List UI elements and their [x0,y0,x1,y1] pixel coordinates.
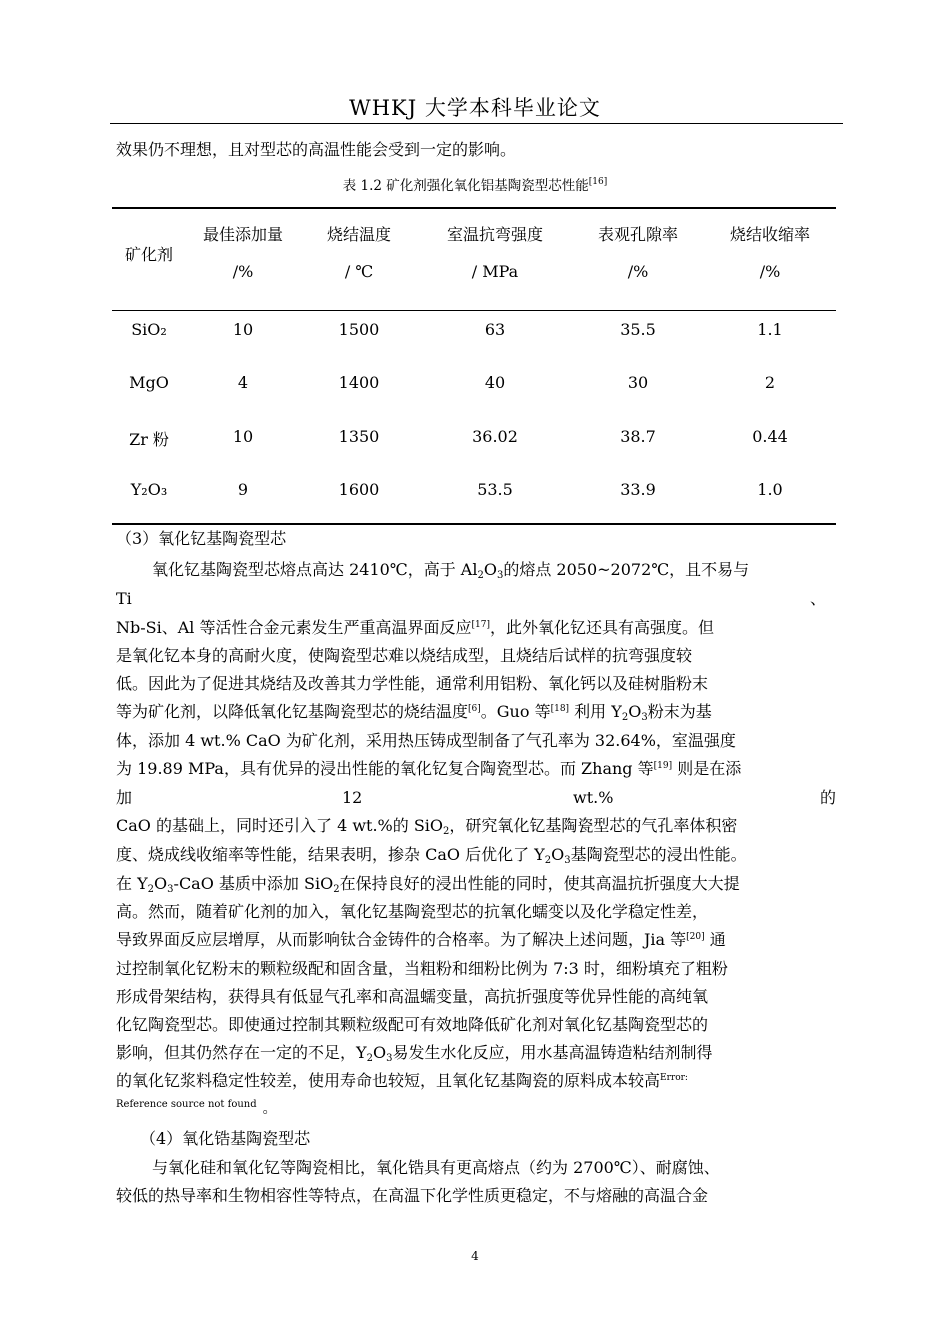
paragraph-line: Ti 、 [116,589,826,608]
table-cell: 30 [627,373,649,392]
header-rule [110,123,843,124]
paragraph-line: 导致界面反应层增厚，从而影响钛合金铸件的合格率。为了解决上述问题，Jia 等[20] 通 [116,930,726,949]
paragraph-line: 与氧化硅和氧化钇等陶瓷相比，氧化锆具有更高熔点（约为 2700℃）、耐腐蚀、 [152,1158,720,1177]
page-number: 4 [471,1249,479,1263]
table-cell: 38.7 [620,427,656,446]
table-cell: 40 [484,373,506,392]
paragraph-line: 是氧化钇本身的高耐火度，使陶瓷型芯难以烧结成型，且烧结后试样的抗弯强度较 [116,646,693,665]
table-cell: 63 [484,320,506,339]
paragraph-line: 过控制氧化钇粉末的颗粒级配和固含量，当粗粉和细粉比例为 7:3 时，细粉填充了粗粉 [116,959,728,978]
header-shrinkage-unit: /% [759,262,781,281]
broken-reference-text: Reference source not found 。 [116,1099,277,1117]
section-4-heading: （4）氧化锆基陶瓷型芯 [140,1129,311,1148]
table-header-rule [112,310,836,311]
caption-ref: [16] [588,177,608,187]
table-cell: 1400 [338,373,380,392]
table-cell: 10 [232,320,254,339]
page-header-title: WHKJ 大学本科毕业论文 [349,96,601,120]
table-cell: 1.1 [757,320,783,339]
document-page: WHKJ 大学本科毕业论文 效果仍不理想，且对型芯的高温性能会受到一定的影响。 表 1.2 矿化剂强化氧化铝基陶瓷型芯性能[16] 矿化剂 最佳添加量 /% 烧结温度 / ℃ 室温抗弯强度 / MPa 表观孔隙率 /% 烧结收缩率 /% SiO₂ 10 1500 63 35.5 1.1 MgO 4 1400 40 30 2 Zr 粉 10 1350 36.02 38.7 0.44 Y₂O₃ 9 1600 53.5 33.9 1.0 （3）氧化钇基陶瓷型芯 氧化钇基陶瓷型芯熔点高达 2410℃，高于 $Al_2O_3$的熔点 2050~2072℃，且不易与 Ti 、 Nb-Si、Al 等活性合金元素发生严重高温界面反应[17]，此外氧化钇还具有高强度。但 是氧化钇本身的高耐火度，使陶瓷型芯难以烧结成型，且烧结后试样的抗弯强度较 低。因此为了促进其烧结及改善其力学性能，通常利用铝粉、氧化钙以及硅树脂粉末 等为矿化剂，以降低氧化钇基陶瓷型芯的烧结温度[6]。Guo 等[18] 利用 $Y_2O_3$粉末为基 体，添加 4 wt.% CaO 为矿化剂，采用热压铸成型制备了气孔率为 32.64%，室温强度 为 19.89 MPa，具有优异的浸出性能的氧化钇复合陶瓷型芯。而 Zhang 等[19] 则是在添 加 12 wt.% 的 CaO 的基础上，同时还引入了 4 wt.%的 SiO$_2$，研究氧化钇基陶瓷型芯的气孔率体积密 度、烧成线收缩率等性能，结果表明，掺杂 CaO 后优化了 $Y_2O_3$基陶瓷型芯的浸出性能。 在 $Y_2O_3$-CaO 基质中添加 SiO$_2$在保持良好的浸出性能的同时，使其高温抗折强度大大提 高。然而，随着矿化剂的加入，氧化钇基陶瓷型芯的抗氧化蠕变以及化学稳定性差， 导致界面反应层增厚，从而影响钛合金铸件的合格率。为了解决上述问题，Jia 等[20] 通 过控制氧化钇粉末的颗粒级配和固含量，当粗粉和细粉比例为 7:3 时，细粉填充了粗粉 形成骨架结构，获得具有低显气孔率和高温蠕变量，高抗折强度等优异性能的高纯氧 化钇陶瓷型芯。即使通过控制其颗粒级配可有效地降低矿化剂对氧化钇基陶瓷型芯的 影响，但其仍然存在一定的不足，$Y_2O_3$易发生水化反应，用水基高温铸造粘结剂制得 的氧化钇浆料稳定性较差，使用寿命也较短，且氧化钇基陶瓷的原料成本较高$^{Error:}$ Reference source not found 。 （4）氧化锆基陶瓷型芯 与氧化硅和氧化钇等陶瓷相比，氧化锆具有更高熔点（约为 2700℃）、耐腐蚀、 较低的热导率和生物相容性等特点，在高温下化学性质更稳定，不与熔融的高温合金 4 [0,0,950,1344]
table-top-rule [112,207,836,209]
paragraph-line: 的氧化钇浆料稳定性较差，使用寿命也较短，且氧化钇基陶瓷的原料成本较高$^{Error:}$ [116,1071,688,1090]
header-strength-top: 室温抗弯强度 [446,225,544,244]
paragraph-line: 等为矿化剂，以降低氧化钇基陶瓷型芯的烧结温度[6]。Guo 等[18] 利用 $Y_2O_3$粉末为基 [116,702,712,723]
intro-paragraph: 效果仍不理想，且对型芯的高温性能会受到一定的影响。 [116,140,517,159]
paragraph-line: Nb-Si、Al 等活性合金元素发生严重高温界面反应[17]，此外氧化钇还具有高强度。但 [116,618,714,637]
header-strength-unit: / MPa [471,262,519,281]
table-cell: 0.44 [752,427,788,446]
table-cell: 35.5 [620,320,656,339]
paragraph-line: CaO 的基础上，同时还引入了 4 wt.%的 SiO$_2$，研究氧化钇基陶瓷型芯的气孔率体积密 [116,816,738,837]
paragraph-line: 氧化钇基陶瓷型芯熔点高达 2410℃，高于 $Al_2O_3$的熔点 2050~2072℃，且不易与 [152,560,750,581]
table-cell: Y₂O₃ [130,480,168,499]
table-cell: SiO₂ [131,320,167,339]
table-cell: 1500 [338,320,380,339]
header-sinter-temp-top: 烧结温度 [326,225,392,244]
header-shrinkage-top: 烧结收缩率 [729,225,811,244]
table-cell: 1.0 [757,480,783,499]
paragraph-line: 较低的热导率和生物相容性等特点，在高温下化学性质更稳定，不与熔融的高温合金 [116,1186,709,1205]
header-addition-unit: /% [232,262,254,281]
paragraph-line: 高。然而，随着矿化剂的加入，氧化钇基陶瓷型芯的抗氧化蠕变以及化学稳定性差， [116,902,709,921]
table-cell: Zr 粉 [129,430,169,449]
header-sinter-temp-unit: / ℃ [344,262,374,281]
table-cell: 33.9 [620,480,656,499]
header-addition-top: 最佳添加量 [202,225,284,244]
paragraph-line: 为 19.89 MPa，具有优异的浸出性能的氧化钇复合陶瓷型芯。而 Zhang 等[19] 则是在添 [116,759,742,778]
section-3-heading: （3）氧化钇基陶瓷型芯 [116,529,287,548]
table-cell: 1600 [338,480,380,499]
paragraph-line: 度、烧成线收缩率等性能，结果表明，掺杂 CaO 后优化了 $Y_2O_3$基陶瓷型芯的浸出性能。 [116,845,747,866]
table-cell: 1350 [338,427,380,446]
table-cell: MgO [129,373,169,392]
paragraph-line: 形成骨架结构，获得具有低显气孔率和高温蠕变量，高抗折强度等优异性能的高纯氧 [116,987,709,1006]
table-cell: 10 [232,427,254,446]
paragraph-line: 影响，但其仍然存在一定的不足，$Y_2O_3$易发生水化反应，用水基高温铸造粘结剂制得 [116,1043,713,1064]
table-caption [0,174,950,194]
paragraph-line: 化钇陶瓷型芯。即使通过控制其颗粒级配可有效地降低矿化剂对氧化钇基陶瓷型芯的 [116,1015,709,1034]
table-cell: 4 [237,373,249,392]
header-porosity-top: 表观孔隙率 [597,225,679,244]
paragraph-line: 低。因此为了促进其烧结及改善其力学性能，通常利用铝粉、氧化钙以及硅树脂粉末 [116,674,709,693]
table-bottom-rule [112,523,836,525]
header-mineralizer: 矿化剂 [124,245,174,264]
table-cell: 2 [764,373,776,392]
table-cell: 9 [237,480,249,499]
header-porosity-unit: /% [627,262,649,281]
paragraph-line: 体，添加 4 wt.% CaO 为矿化剂，采用热压铸成型制备了气孔率为 32.64%，室温强度 [116,731,736,750]
table-cell: 36.02 [472,427,518,446]
table-cell: 53.5 [477,480,513,499]
paragraph-line: 在 $Y_2O_3$-CaO 基质中添加 SiO$_2$在保持良好的浸出性能的同时，使其高温抗折强度大大提 [116,874,740,895]
caption-text: 表 1.2 矿化剂强化氧化铝基陶瓷型芯性能 [342,178,589,194]
